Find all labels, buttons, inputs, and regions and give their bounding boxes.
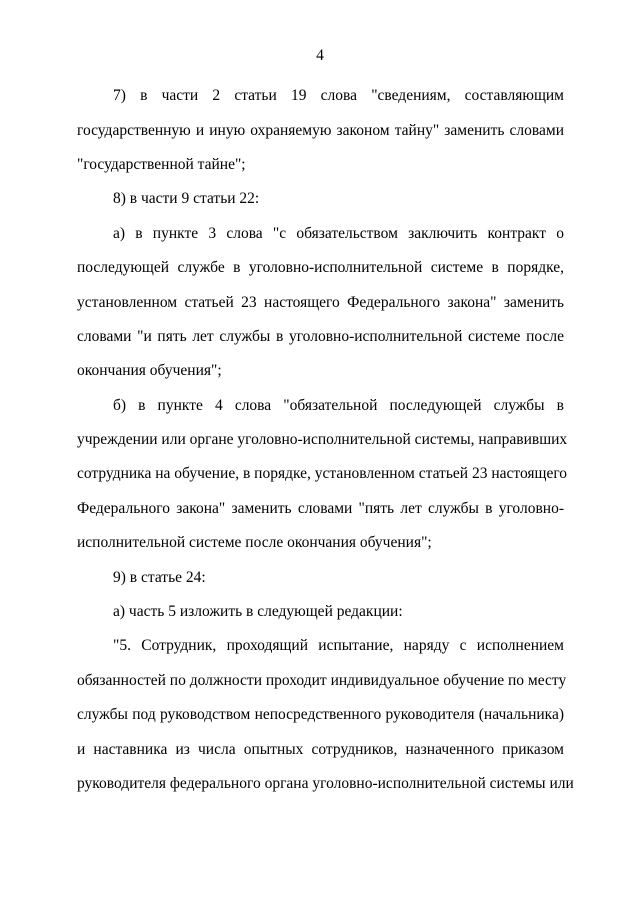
text-line: "5. Сотрудник, проходящий испытание, наряду с исполнением xyxy=(113,637,564,654)
text-line: обязанностей по должности проходит индивидуальное обучение по месту xyxy=(77,672,567,689)
text-line: окончания обучения"; xyxy=(77,362,222,379)
text-line: "государственной тайне"; xyxy=(77,156,246,173)
text-line: 8) в части 9 статьи 22: xyxy=(113,190,260,207)
text-line: руководителя федерального органа уголовно-исполнительной системы или xyxy=(77,775,574,792)
text-line: государственную и иную охраняемую законом тайну" заменить словами xyxy=(77,122,564,139)
text-line: сотрудника на обучение, в порядке, установленном статьей 23 настоящего xyxy=(77,465,568,482)
text-line: а) в пункте 3 слова "с обязательством заключить контракт о xyxy=(113,225,564,242)
page-number: 4 xyxy=(316,47,324,64)
text-line: а) часть 5 изложить в следующей редакции: xyxy=(113,603,403,620)
text-line: словами "и пять лет службы в уголовно-исполнительной системе после xyxy=(77,328,564,345)
text-line: б) в пункте 4 слова "обязательной последующей службы в xyxy=(113,397,564,414)
text-line: учреждении или органе уголовно-исполнительной системы, направивших xyxy=(77,431,568,448)
text-line: 7) в части 2 статьи 19 слова "сведениям, составляющим xyxy=(113,87,564,104)
text-line: последующей службе в уголовно-исполнительной системе в порядке, xyxy=(77,259,564,276)
text-line: 9) в статье 24: xyxy=(113,569,206,586)
text-line: и наставника из числа опытных сотрудников, назначенного приказом xyxy=(77,741,564,758)
text-line: службы под руководством непосредственного руководителя (начальника) xyxy=(77,706,564,723)
text-line: установленном статьей 23 настоящего Федерального закона" заменить xyxy=(77,294,564,311)
text-line: Федерального закона" заменить словами "пять лет службы в уголовно- xyxy=(77,500,564,517)
text-line: исполнительной системе после окончания обучения"; xyxy=(77,534,432,551)
